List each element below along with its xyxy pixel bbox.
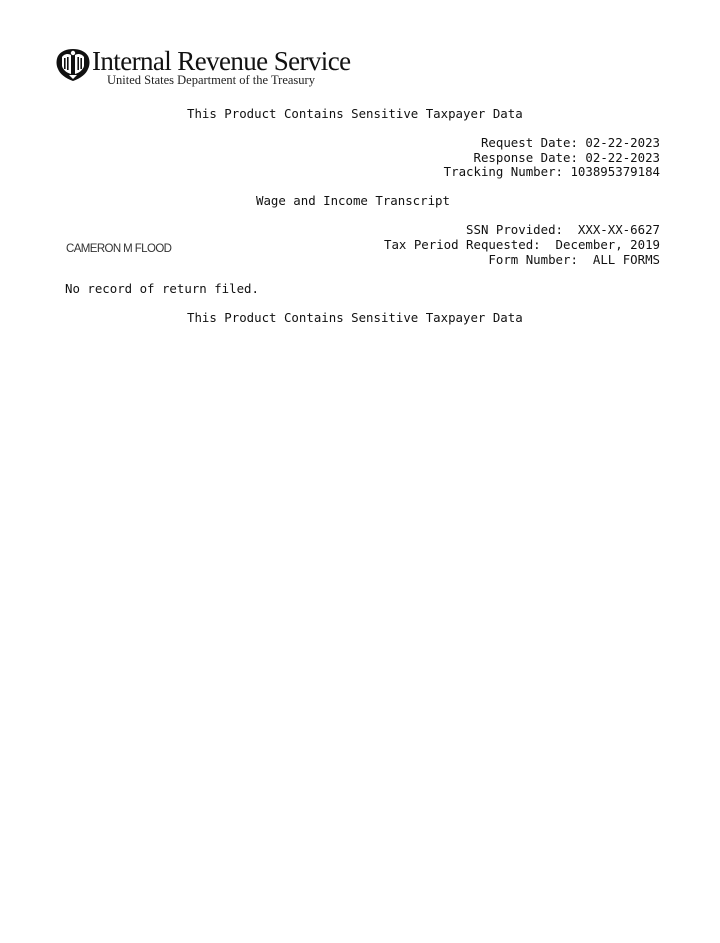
sensitive-data-notice-top: This Product Contains Sensitive Taxpayer Data: [187, 106, 523, 121]
agency-name: Internal Revenue Service: [92, 46, 351, 76]
tracking-number: Tracking Number: 103895379184: [443, 164, 660, 180]
transcript-title: Wage and Income Transcript: [256, 193, 450, 208]
form-number: Form Number: ALL FORMS: [488, 251, 660, 267]
irs-eagle-emblem-icon: [55, 48, 91, 82]
no-record-message: No record of return filed.: [65, 281, 259, 296]
response-date: Response Date: 02-22-2023: [473, 149, 660, 165]
irs-logo: [55, 46, 355, 92]
tax-period-requested: Tax Period Requested: December, 2019: [383, 237, 660, 252]
sensitive-data-notice-bottom: This Product Contains Sensitive Taxpayer Data: [187, 310, 523, 325]
department-name: United States Department of the Treasury: [107, 73, 315, 87]
ssn-provided: SSN Provided: XXX-XX-6627: [466, 222, 660, 238]
taxpayer-name: CAMERON M FLOOD: [66, 243, 172, 255]
request-date: Request Date: 02-22-2023: [480, 135, 660, 150]
